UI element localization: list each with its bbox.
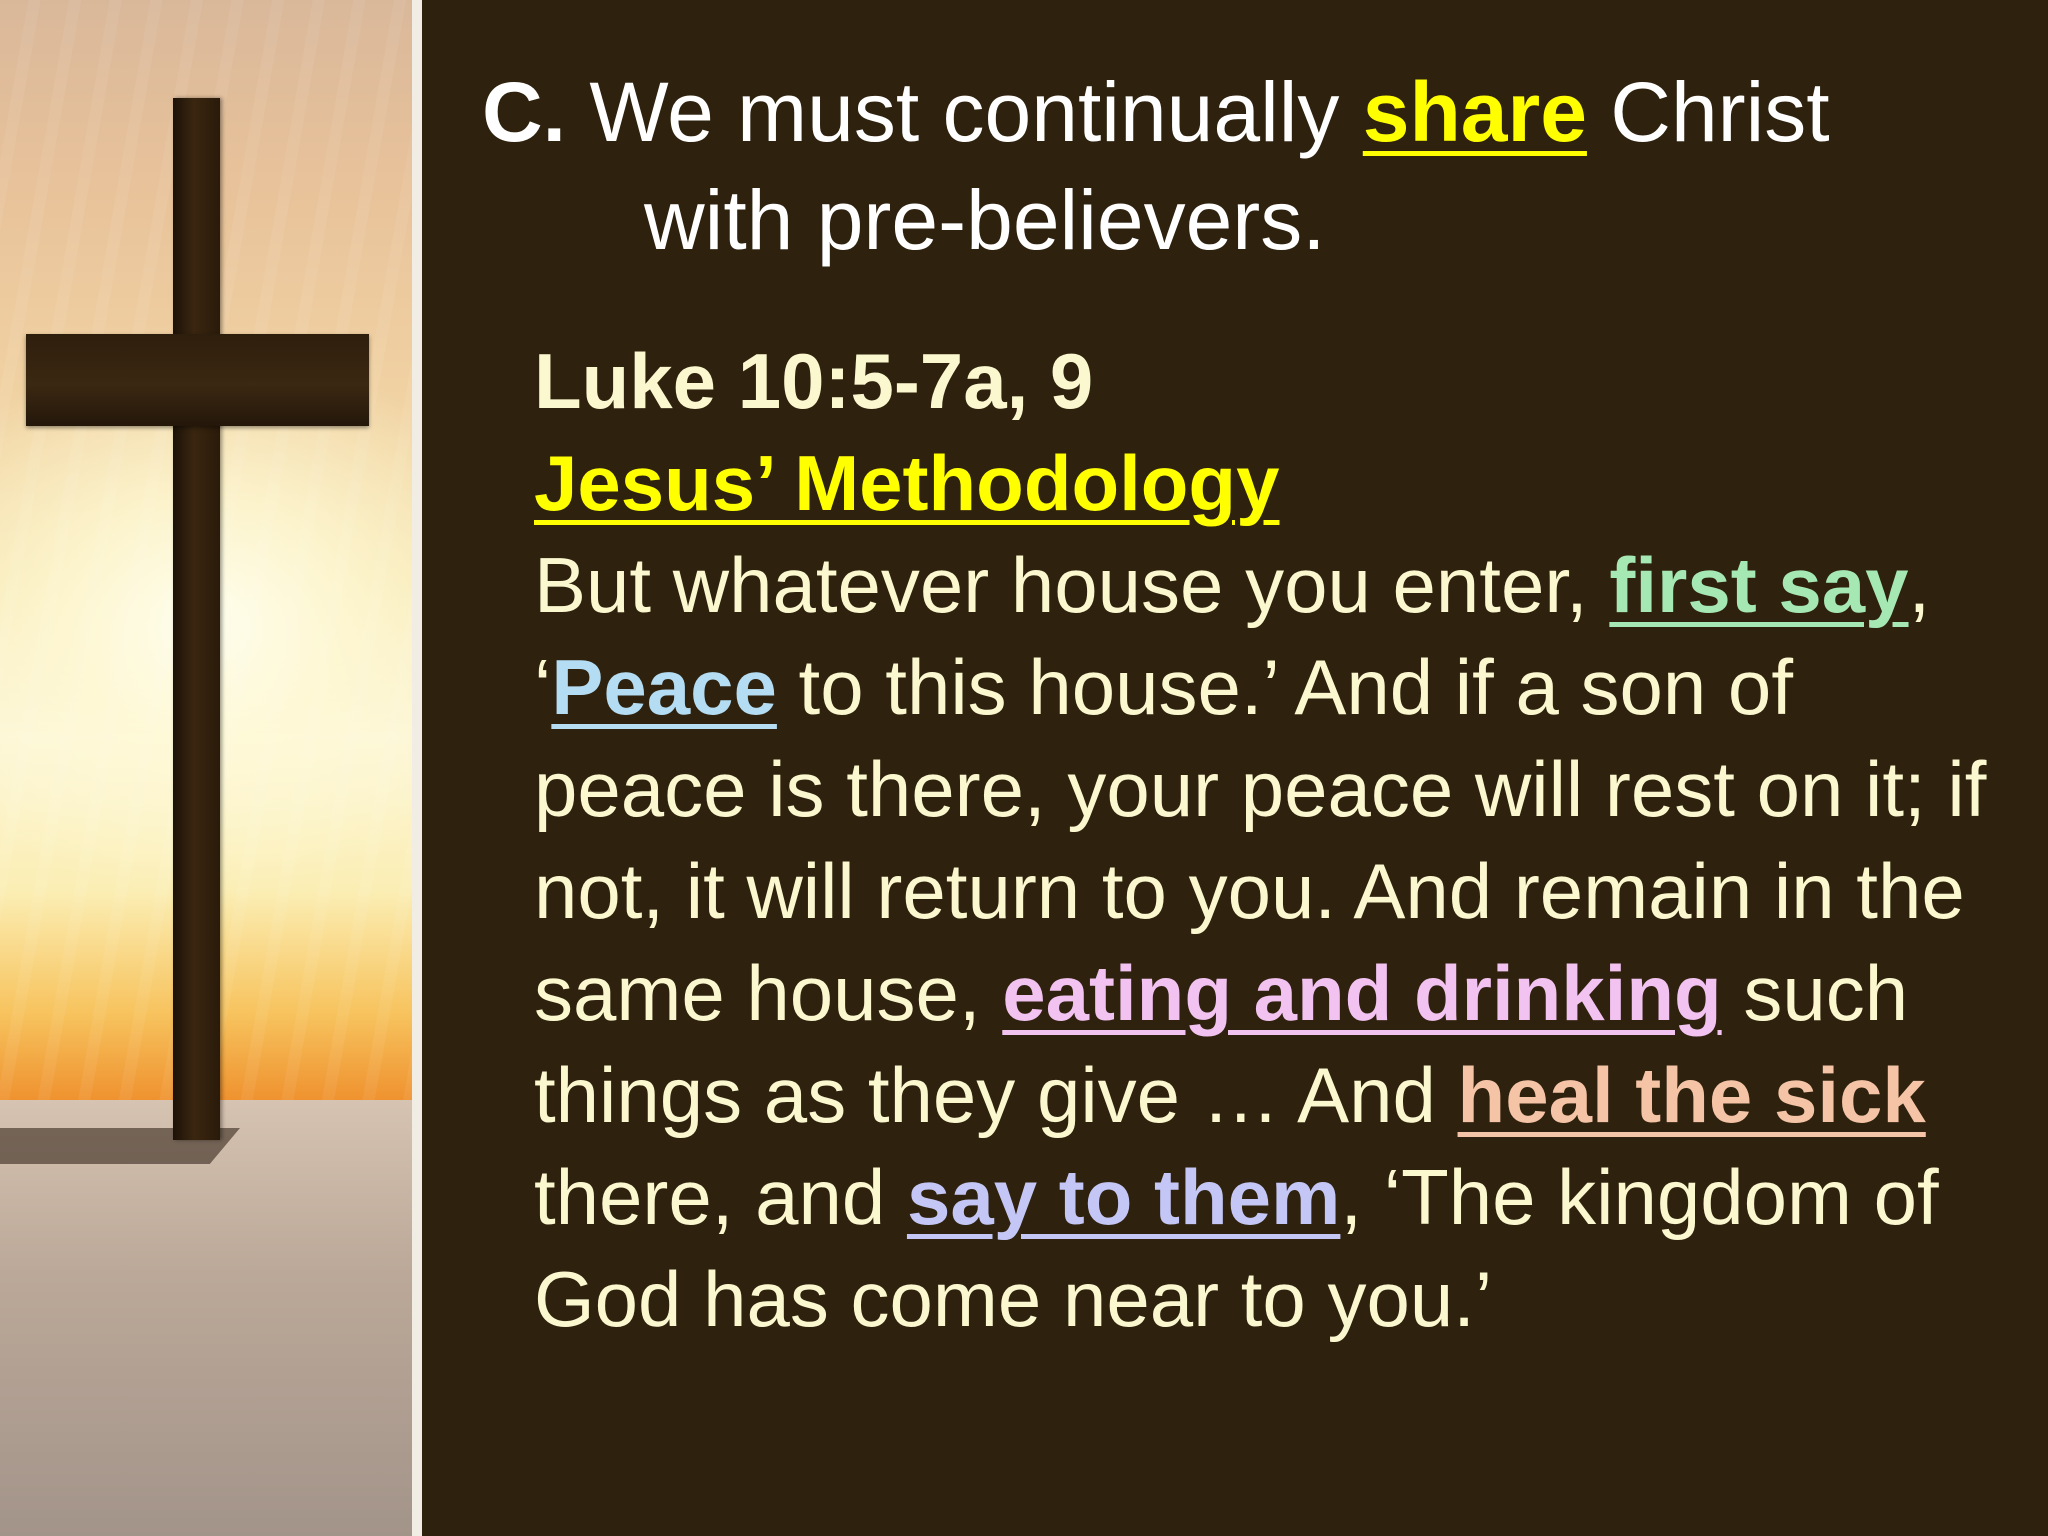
highlight-say-to-them: say to them bbox=[906, 1153, 1341, 1241]
passage-text-1: But whatever house you enter, bbox=[534, 541, 1610, 629]
highlight-first-say: first say bbox=[1609, 541, 1909, 629]
heading-text-after: Christ bbox=[1586, 65, 1830, 159]
highlight-eating-and-drinking: eating and drinking bbox=[1002, 949, 1722, 1037]
passage-text-3: to this house.’ And if a son of peace is there, your peace will rest on it; if not, it will return to you. And remain in the same house, bbox=[534, 643, 1987, 1037]
highlight-heal-the-sick: heal the sick bbox=[1457, 1051, 1926, 1139]
heading-letter: C. bbox=[482, 65, 566, 159]
passage-text-2: , ‘ bbox=[534, 541, 1931, 731]
divider bbox=[412, 0, 422, 1536]
passage-text-6: , ‘The kingdom of God has come near to you.’ bbox=[534, 1153, 1939, 1343]
heading-highlight-share: share bbox=[1362, 65, 1587, 159]
heading-line2: with pre-believers. bbox=[644, 173, 1326, 267]
ground bbox=[0, 1100, 412, 1536]
cross-icon bbox=[173, 98, 220, 1140]
heading-text-before: We must continually bbox=[566, 65, 1363, 159]
slide-heading bbox=[482, 58, 2002, 274]
scripture-reference: Luke 10:5-7a, 9 bbox=[534, 337, 1094, 425]
cross-crossbar bbox=[26, 334, 369, 426]
highlight-peace: Peace bbox=[551, 643, 777, 731]
cross-sunset-image bbox=[0, 0, 412, 1536]
passage-text-4: such things as they give … And bbox=[534, 949, 1909, 1139]
scripture-passage bbox=[534, 330, 2014, 1350]
passage-subtitle: Jesus’ Methodology bbox=[534, 439, 1280, 527]
passage-text-5: there, and bbox=[534, 1153, 907, 1241]
